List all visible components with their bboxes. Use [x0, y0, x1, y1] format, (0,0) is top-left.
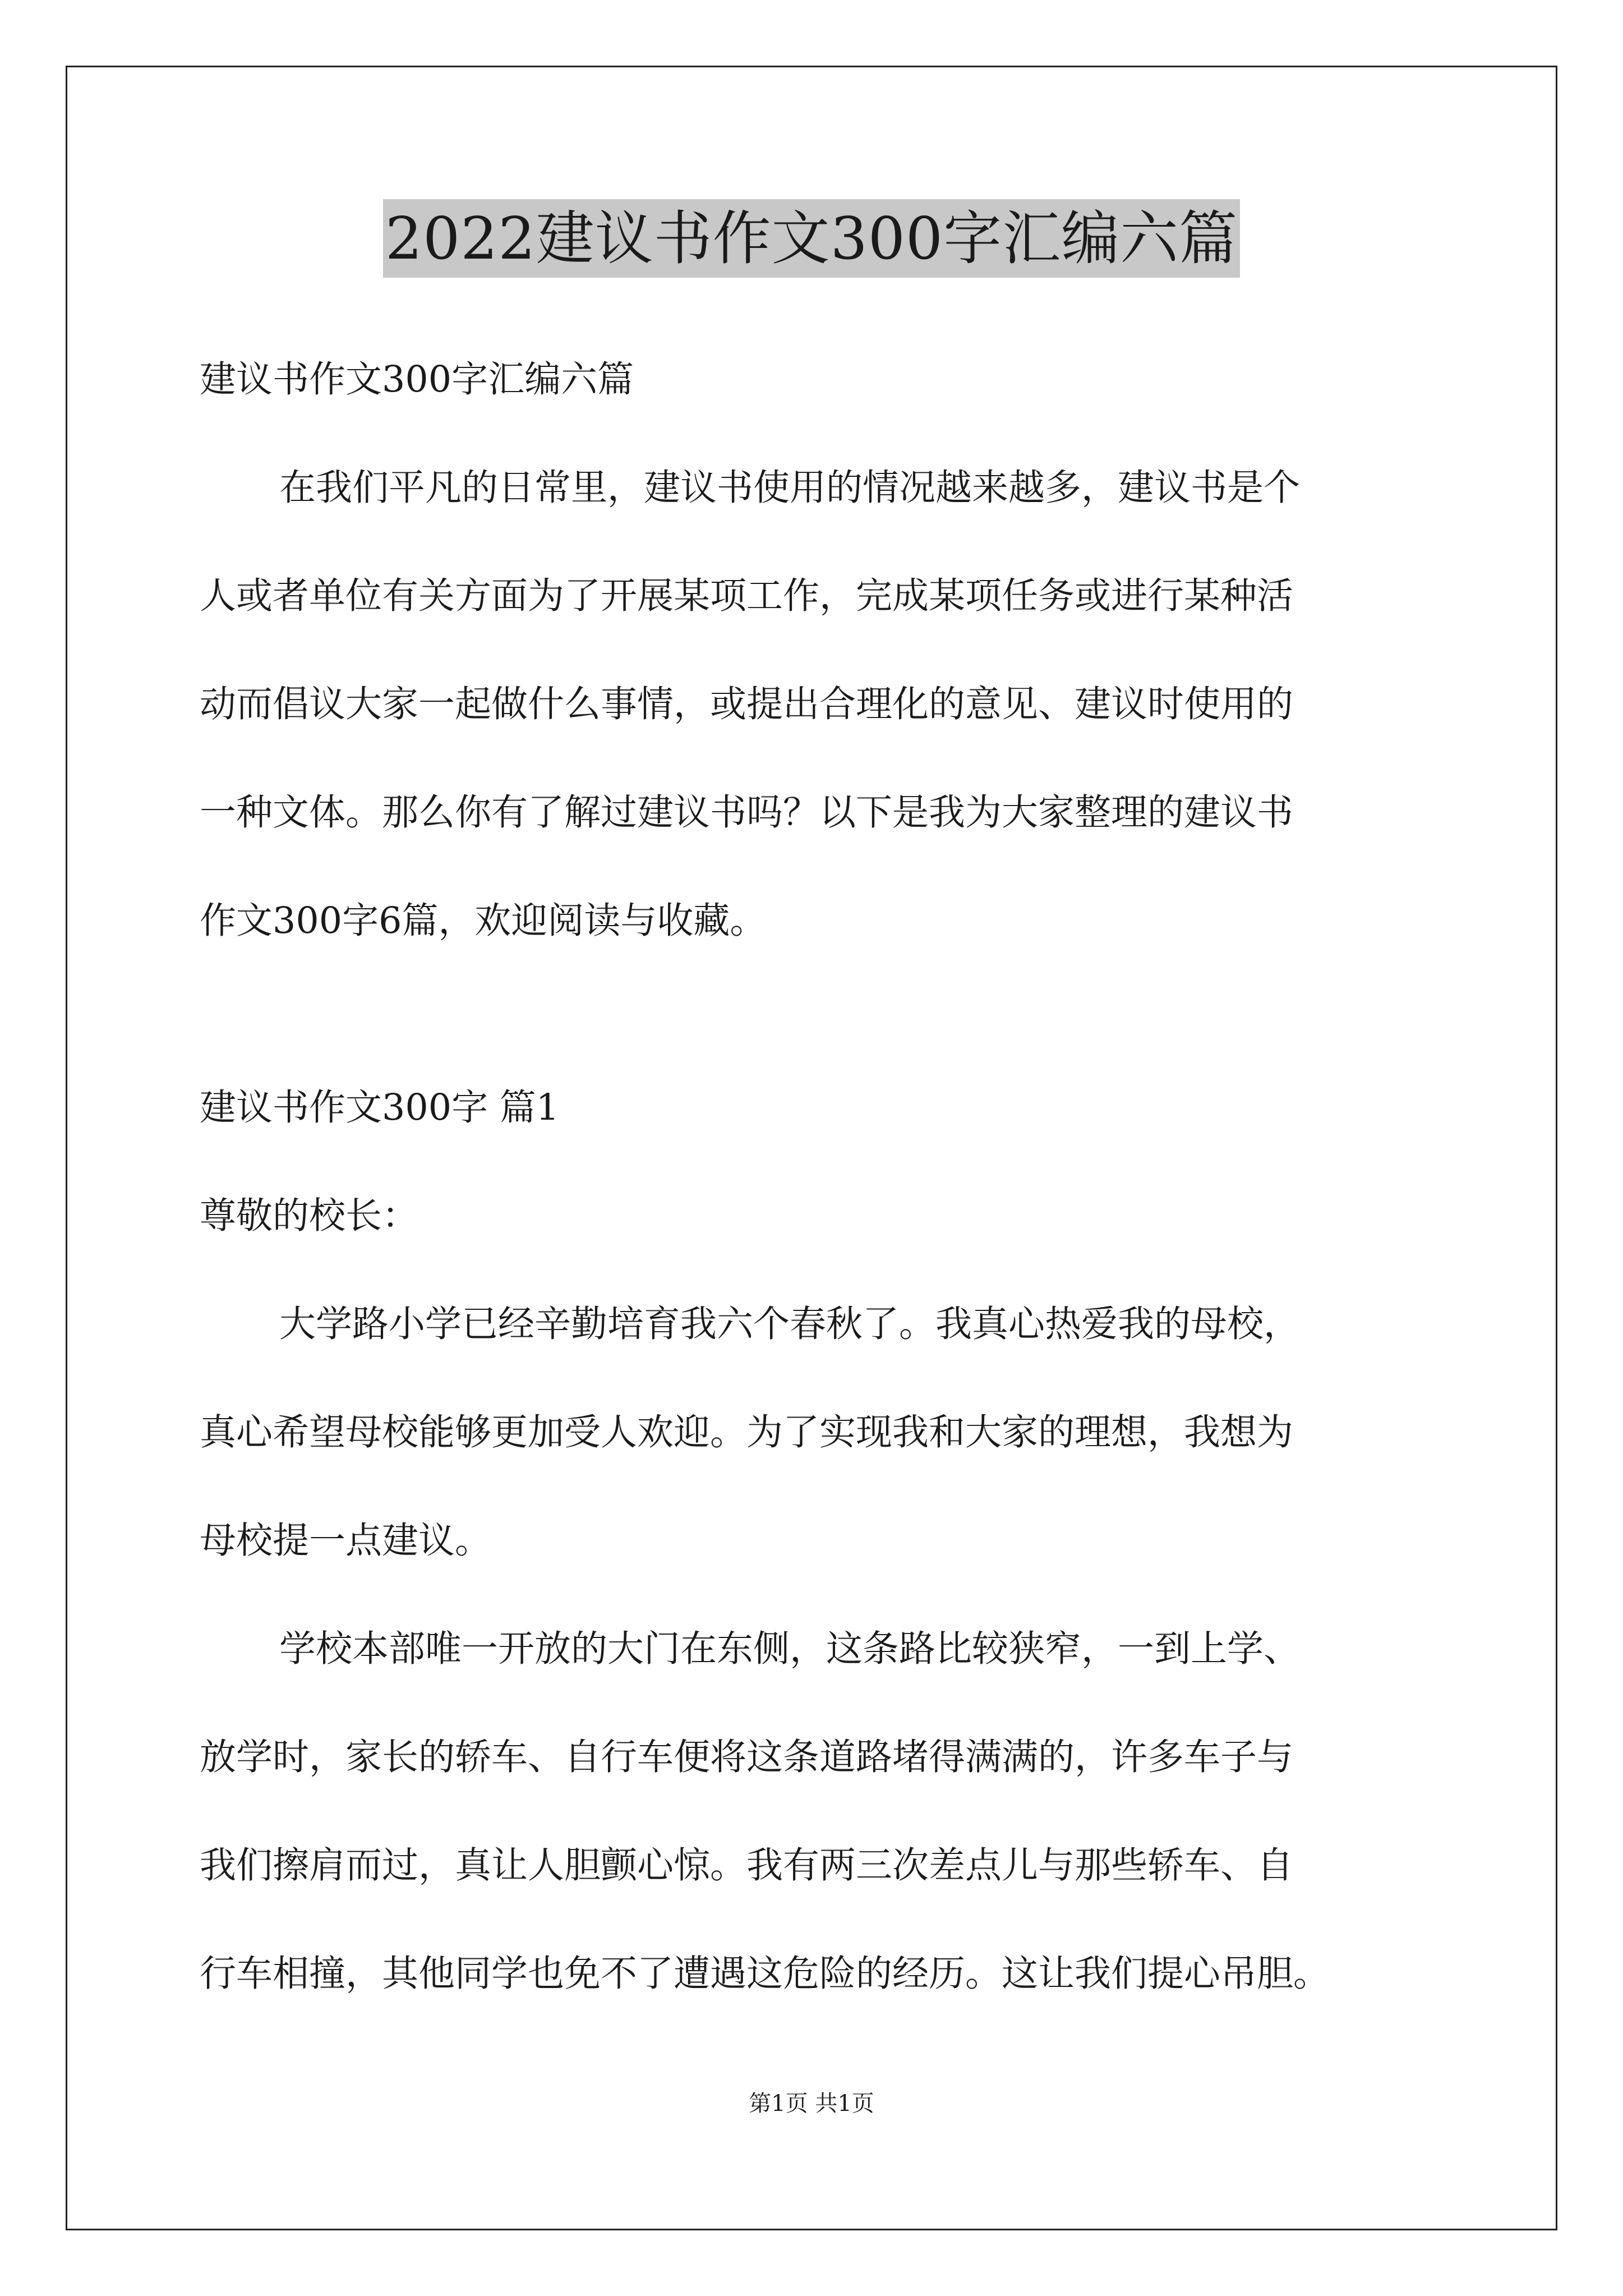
- intro-line: 在我们平凡的日常里，建议书使用的情况越来越多，建议书是个: [279, 467, 1301, 509]
- page-footer: 第1页 共1页: [749, 2091, 874, 2116]
- paragraph-line: 行车相撞，其他同学也免不了遭遇这危险的经历。这让我们提心吊胆。: [200, 1953, 1330, 1995]
- section-heading: 建议书作文300字 篇1: [200, 1087, 560, 1129]
- paragraph-line: 大学路小学已经辛勤培育我六个春秋了。我真心热爱我的母校，: [279, 1303, 1301, 1345]
- section-gap: [200, 975, 1433, 1053]
- intro-line: 动而倡议大家一起做什么事情，或提出合理化的意见、建议时使用的: [200, 683, 1294, 725]
- salutation: 尊敬的校长：: [200, 1195, 419, 1237]
- paragraph-line: 放学时，家长的轿车、自行车便将这条道路堵得满满的，许多车子与: [200, 1736, 1294, 1778]
- document-title: 2022建议书作文300字汇编六篇: [383, 199, 1240, 278]
- intro-line: 人或者单位有关方面为了开展某项工作，完成某项任务或进行某种活: [200, 575, 1294, 617]
- intro-paragraph: [200, 434, 1433, 975]
- paragraph-line: 我们擦肩而过，真让人胆颤心惊。我有两三次差点儿与那些轿车、自: [200, 1844, 1294, 1887]
- title-container: [0, 199, 1623, 278]
- subtitle: 建议书作文300字汇编六篇: [200, 358, 634, 401]
- intro-line: 作文300字6篇，欢迎阅读与收藏。: [200, 900, 767, 942]
- paragraph-line: 真心希望母校能够更加受人欢迎。为了实现我和大家的理想，我想为: [200, 1411, 1294, 1453]
- paragraph-line: 学校本部唯一开放的大门在东侧，这条路比较狭窄，一到上学、: [279, 1628, 1301, 1670]
- paragraph-2: [200, 1595, 1433, 2028]
- paragraph-1: [200, 1270, 1433, 1595]
- document-body: [200, 325, 1433, 2028]
- paragraph-line: 母校提一点建议。: [200, 1520, 492, 1562]
- intro-line: 一种文体。那么你有了解过建议书吗？以下是我为大家整理的建议书: [200, 792, 1294, 834]
